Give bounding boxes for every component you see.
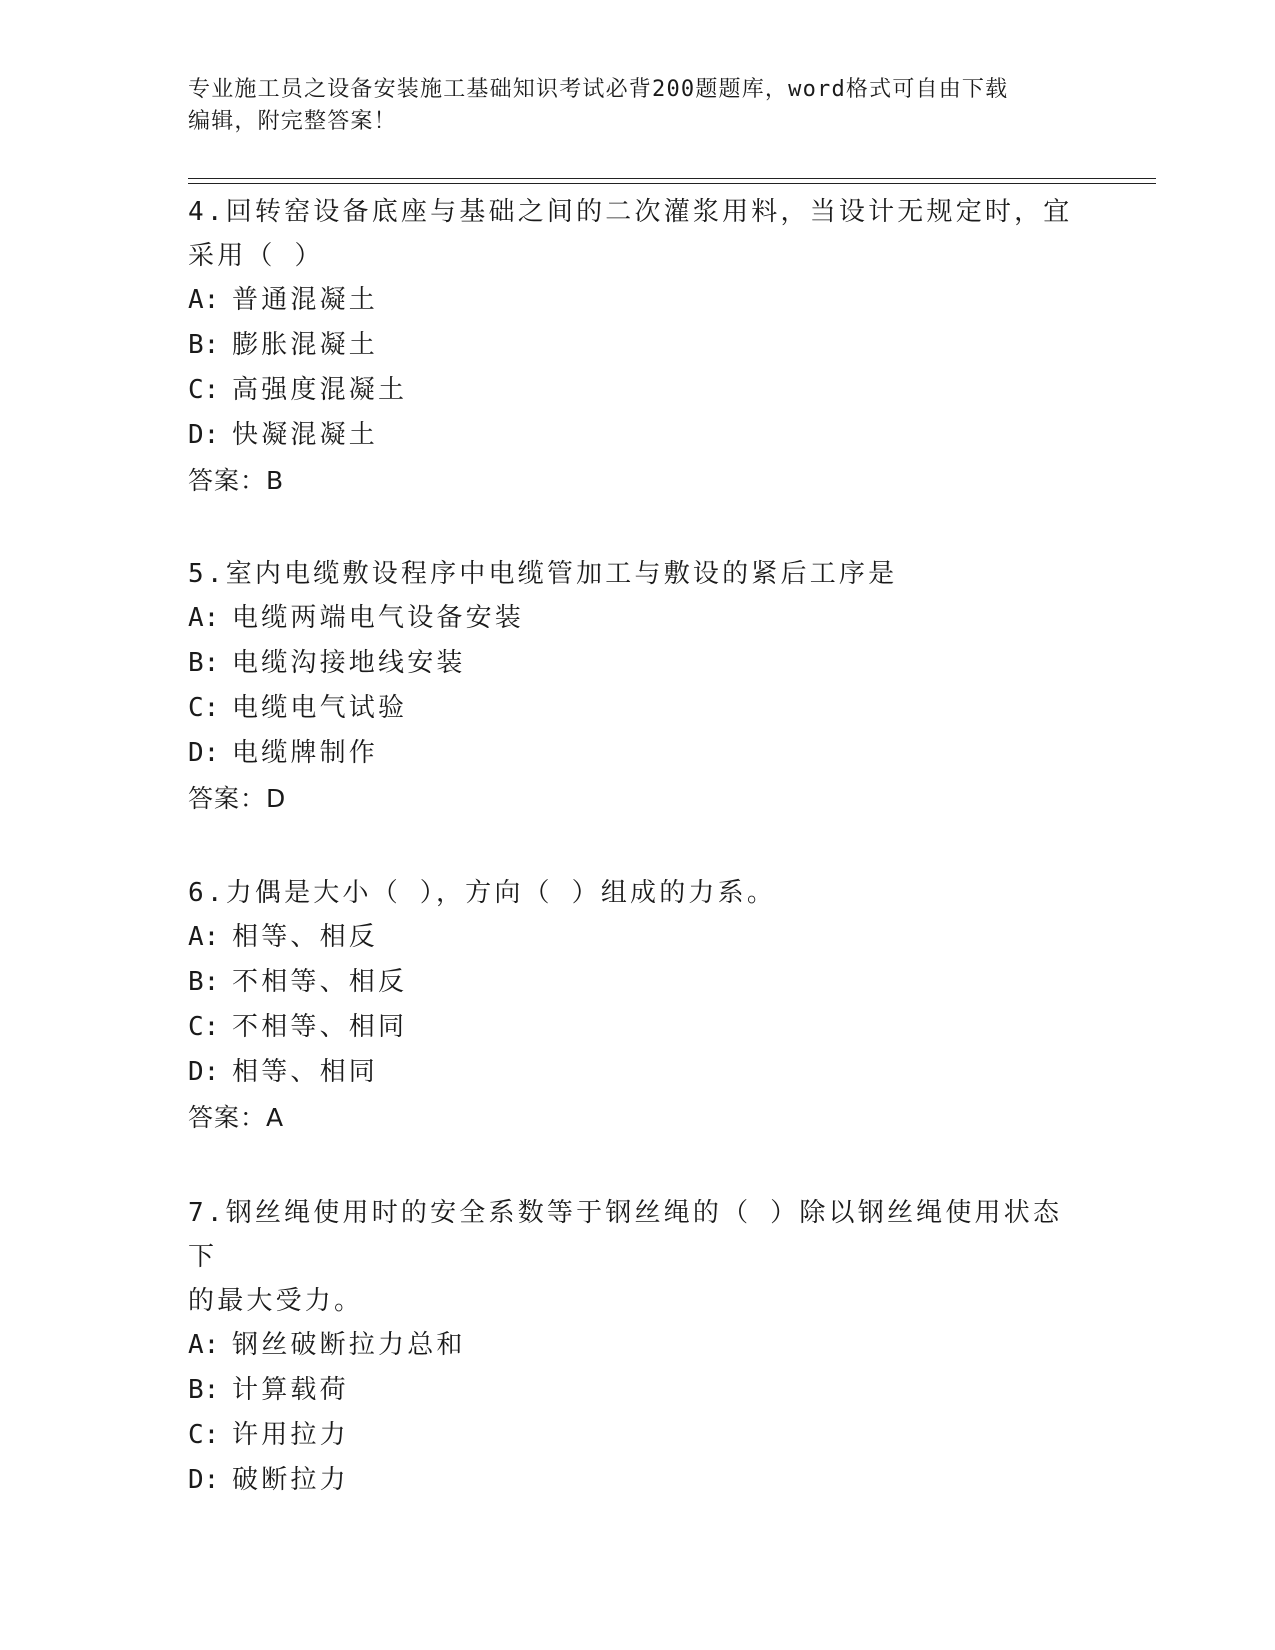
question-stem-line-2: 采用（ ）: [188, 241, 324, 271]
option-c: [188, 1413, 1088, 1458]
option-label: A:: [188, 922, 220, 952]
option-label: C:: [188, 1420, 220, 1450]
option-label: B:: [188, 967, 220, 997]
option-text: 许用拉力: [232, 1420, 349, 1450]
question-stem-line-2: 的最大受力。: [188, 1286, 364, 1316]
option-c: [188, 368, 1088, 413]
option-text: 普通混凝土: [232, 285, 379, 315]
option-label: C:: [188, 375, 220, 405]
option-a: [188, 596, 1088, 641]
option-label: B:: [188, 1375, 220, 1405]
question-stem-line-1: 7.钢丝绳使用时的安全系数等于钢丝绳的（ ）除以钢丝绳使用状态下: [188, 1198, 1063, 1272]
option-label: D:: [188, 738, 220, 768]
answer: 答案：D: [188, 784, 287, 813]
option-label: A:: [188, 285, 220, 315]
option-label: D:: [188, 1465, 220, 1495]
option-text: 高强度混凝土: [232, 375, 408, 405]
option-text: 不相等、相同: [232, 1012, 408, 1042]
option-label: B:: [188, 648, 220, 678]
option-label: D:: [188, 1057, 220, 1087]
question-stem-line-1: 5.室内电缆敷设程序中电缆管加工与敷设的紧后工序是: [188, 559, 898, 589]
option-label: B:: [188, 330, 220, 360]
option-b: [188, 960, 1088, 1005]
option-text: 电缆两端电气设备安装: [232, 603, 525, 633]
option-text: 膨胀混凝土: [232, 330, 379, 360]
option-text: 相等、相同: [232, 1057, 379, 1087]
option-d: [188, 731, 1088, 776]
option-d: [188, 413, 1088, 458]
question-stem-line-1: 6.力偶是大小（ ），方向（ ）组成的力系。: [188, 878, 777, 908]
option-d: [188, 1458, 1088, 1503]
option-label: A:: [188, 603, 220, 633]
option-a: [188, 1323, 1088, 1368]
document-header: [188, 74, 1068, 138]
option-text: 电缆电气试验: [232, 693, 408, 723]
question-7: [188, 1191, 1088, 1503]
option-a: [188, 278, 1088, 323]
option-c: [188, 1005, 1088, 1050]
option-text: 不相等、相反: [232, 967, 408, 997]
option-b: [188, 641, 1088, 686]
question-stem-line-1: 4.回转窑设备底座与基础之间的二次灌浆用料，当设计无规定时，宜: [188, 197, 1073, 227]
answer: 答案：A: [188, 1103, 285, 1132]
answer: 答案：B: [188, 466, 285, 495]
question-5: [188, 552, 1088, 822]
option-text: 钢丝破断拉力总和: [232, 1330, 466, 1360]
option-label: A:: [188, 1330, 220, 1360]
option-d: [188, 1050, 1088, 1095]
option-text: 相等、相反: [232, 922, 379, 952]
option-label: C:: [188, 1012, 220, 1042]
option-text: 快凝混凝土: [232, 420, 379, 450]
header-divider-thick: [188, 178, 1156, 179]
option-text: 破断拉力: [232, 1465, 349, 1495]
header-line-2: 编辑，附完整答案！: [188, 109, 397, 134]
header-line-1: 专业施工员之设备安装施工基础知识考试必背200题题库，word格式可自由下载: [188, 77, 1009, 102]
option-a: [188, 915, 1088, 960]
option-label: D:: [188, 420, 220, 450]
option-text: 电缆沟接地线安装: [232, 648, 466, 678]
option-c: [188, 686, 1088, 731]
option-text: 电缆牌制作: [232, 738, 379, 768]
header-divider-thin: [188, 183, 1156, 184]
question-4: [188, 190, 1088, 504]
option-text: 计算载荷: [232, 1375, 349, 1405]
option-b: [188, 323, 1088, 368]
option-label: C:: [188, 693, 220, 723]
question-6: [188, 871, 1088, 1141]
option-b: [188, 1368, 1088, 1413]
